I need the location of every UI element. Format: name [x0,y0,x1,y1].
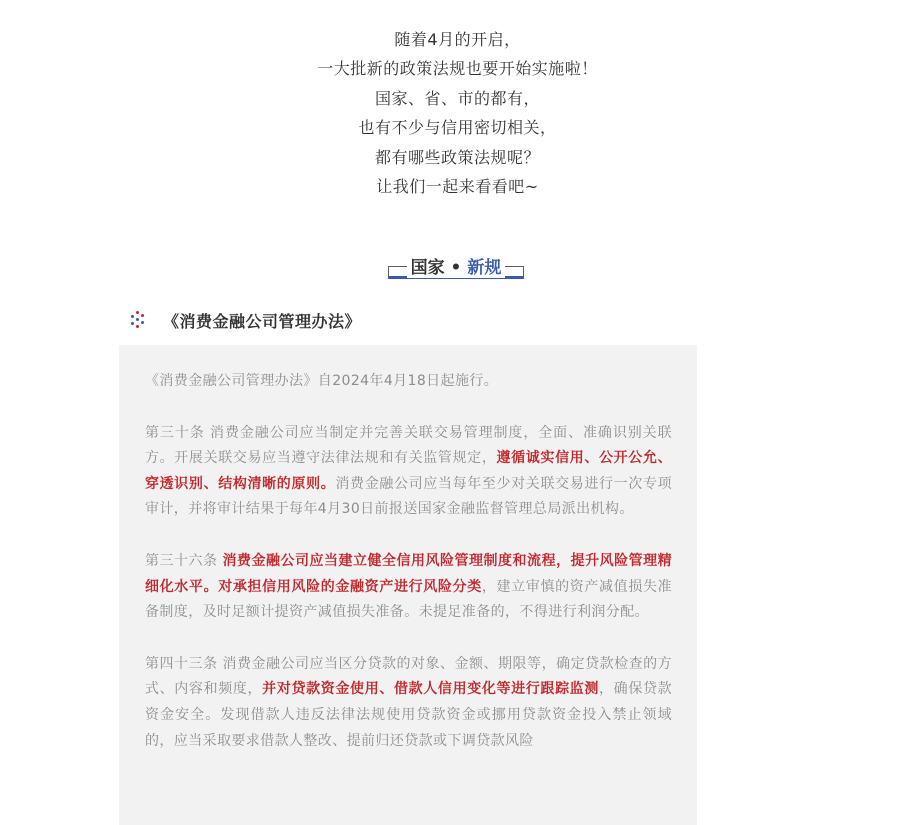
law-title-row [131,307,361,333]
intro-line: 国家、省、市的都有， [374,88,540,108]
body-text: ，确保贷款资金安全。发现借款人违反法律法规使用贷款资金或挪用贷款资金投入禁止领域的，应当采取要求借款人整改、提前归还贷款或下调贷款风险 [145,681,673,749]
law-paragraph [145,549,672,626]
law-content-box [119,345,697,825]
intro-text [0,25,915,201]
highlighted-text: 并对贷款资金使用、借款人信用变化等进行跟踪监测 [262,681,600,698]
highlighted-text: 消费金融公司应当建立健全信用风险管理制度和流程，提升风险管理精细化水平。对承担信用风险的金融资产进行风险分类 [145,552,672,595]
section-title-blue: 新规 [467,258,502,278]
body-text: 《消费金融公司管理办法》自2024年4月18日起施行。 [145,373,499,389]
body-text: 第三十六条 [145,552,223,569]
law-paragraph [145,421,672,523]
dots-grid-icon [131,311,147,329]
law-paragraph [145,652,672,754]
intro-line: 一大批新的政策法规也要开始实施啦！ [317,59,598,79]
section-title [388,255,524,281]
body-text: ，建立审慎的资产减值损失准备制度，及时足额计提资产减值损失准备。未提足准备的，不得进行利润分配。 [145,578,673,621]
intro-line: 让我们一起来看看吧~ [376,177,539,197]
law-title: 《消费金融公司管理办法》 [163,311,362,331]
body-text: 第四十三条 消费金融公司应当区分贷款的对象、金额、期限等，确定贷款检查的方式、内容和频度， [145,655,672,698]
intro-line: 都有哪些政策法规呢？ [374,147,540,167]
body-text: 第三十条 消费金融公司应当制定并完善关联交易管理制度，全面、准确识别关联方。开展关联交易应当遵守法律法规和有关监管规定， [145,424,672,467]
intro-line: 也有不少与信用密切相关， [358,118,557,138]
highlighted-text: 遵循诚实信用、公开公允、穿透识别、结构清晰的原则。 [145,450,672,492]
law-paragraph [145,369,672,395]
body-text: 消费金融公司应当每年至少对关联交易进行一次专项审计，并将审计结果于每年4月30日前报送国家金融监督管理总局派出机构。 [145,475,673,518]
section-header [388,255,524,283]
intro-line: 随着4月的开启， [394,30,521,49]
law-paragraphs [145,369,672,780]
section-title-dark: 国家 • [410,258,468,278]
